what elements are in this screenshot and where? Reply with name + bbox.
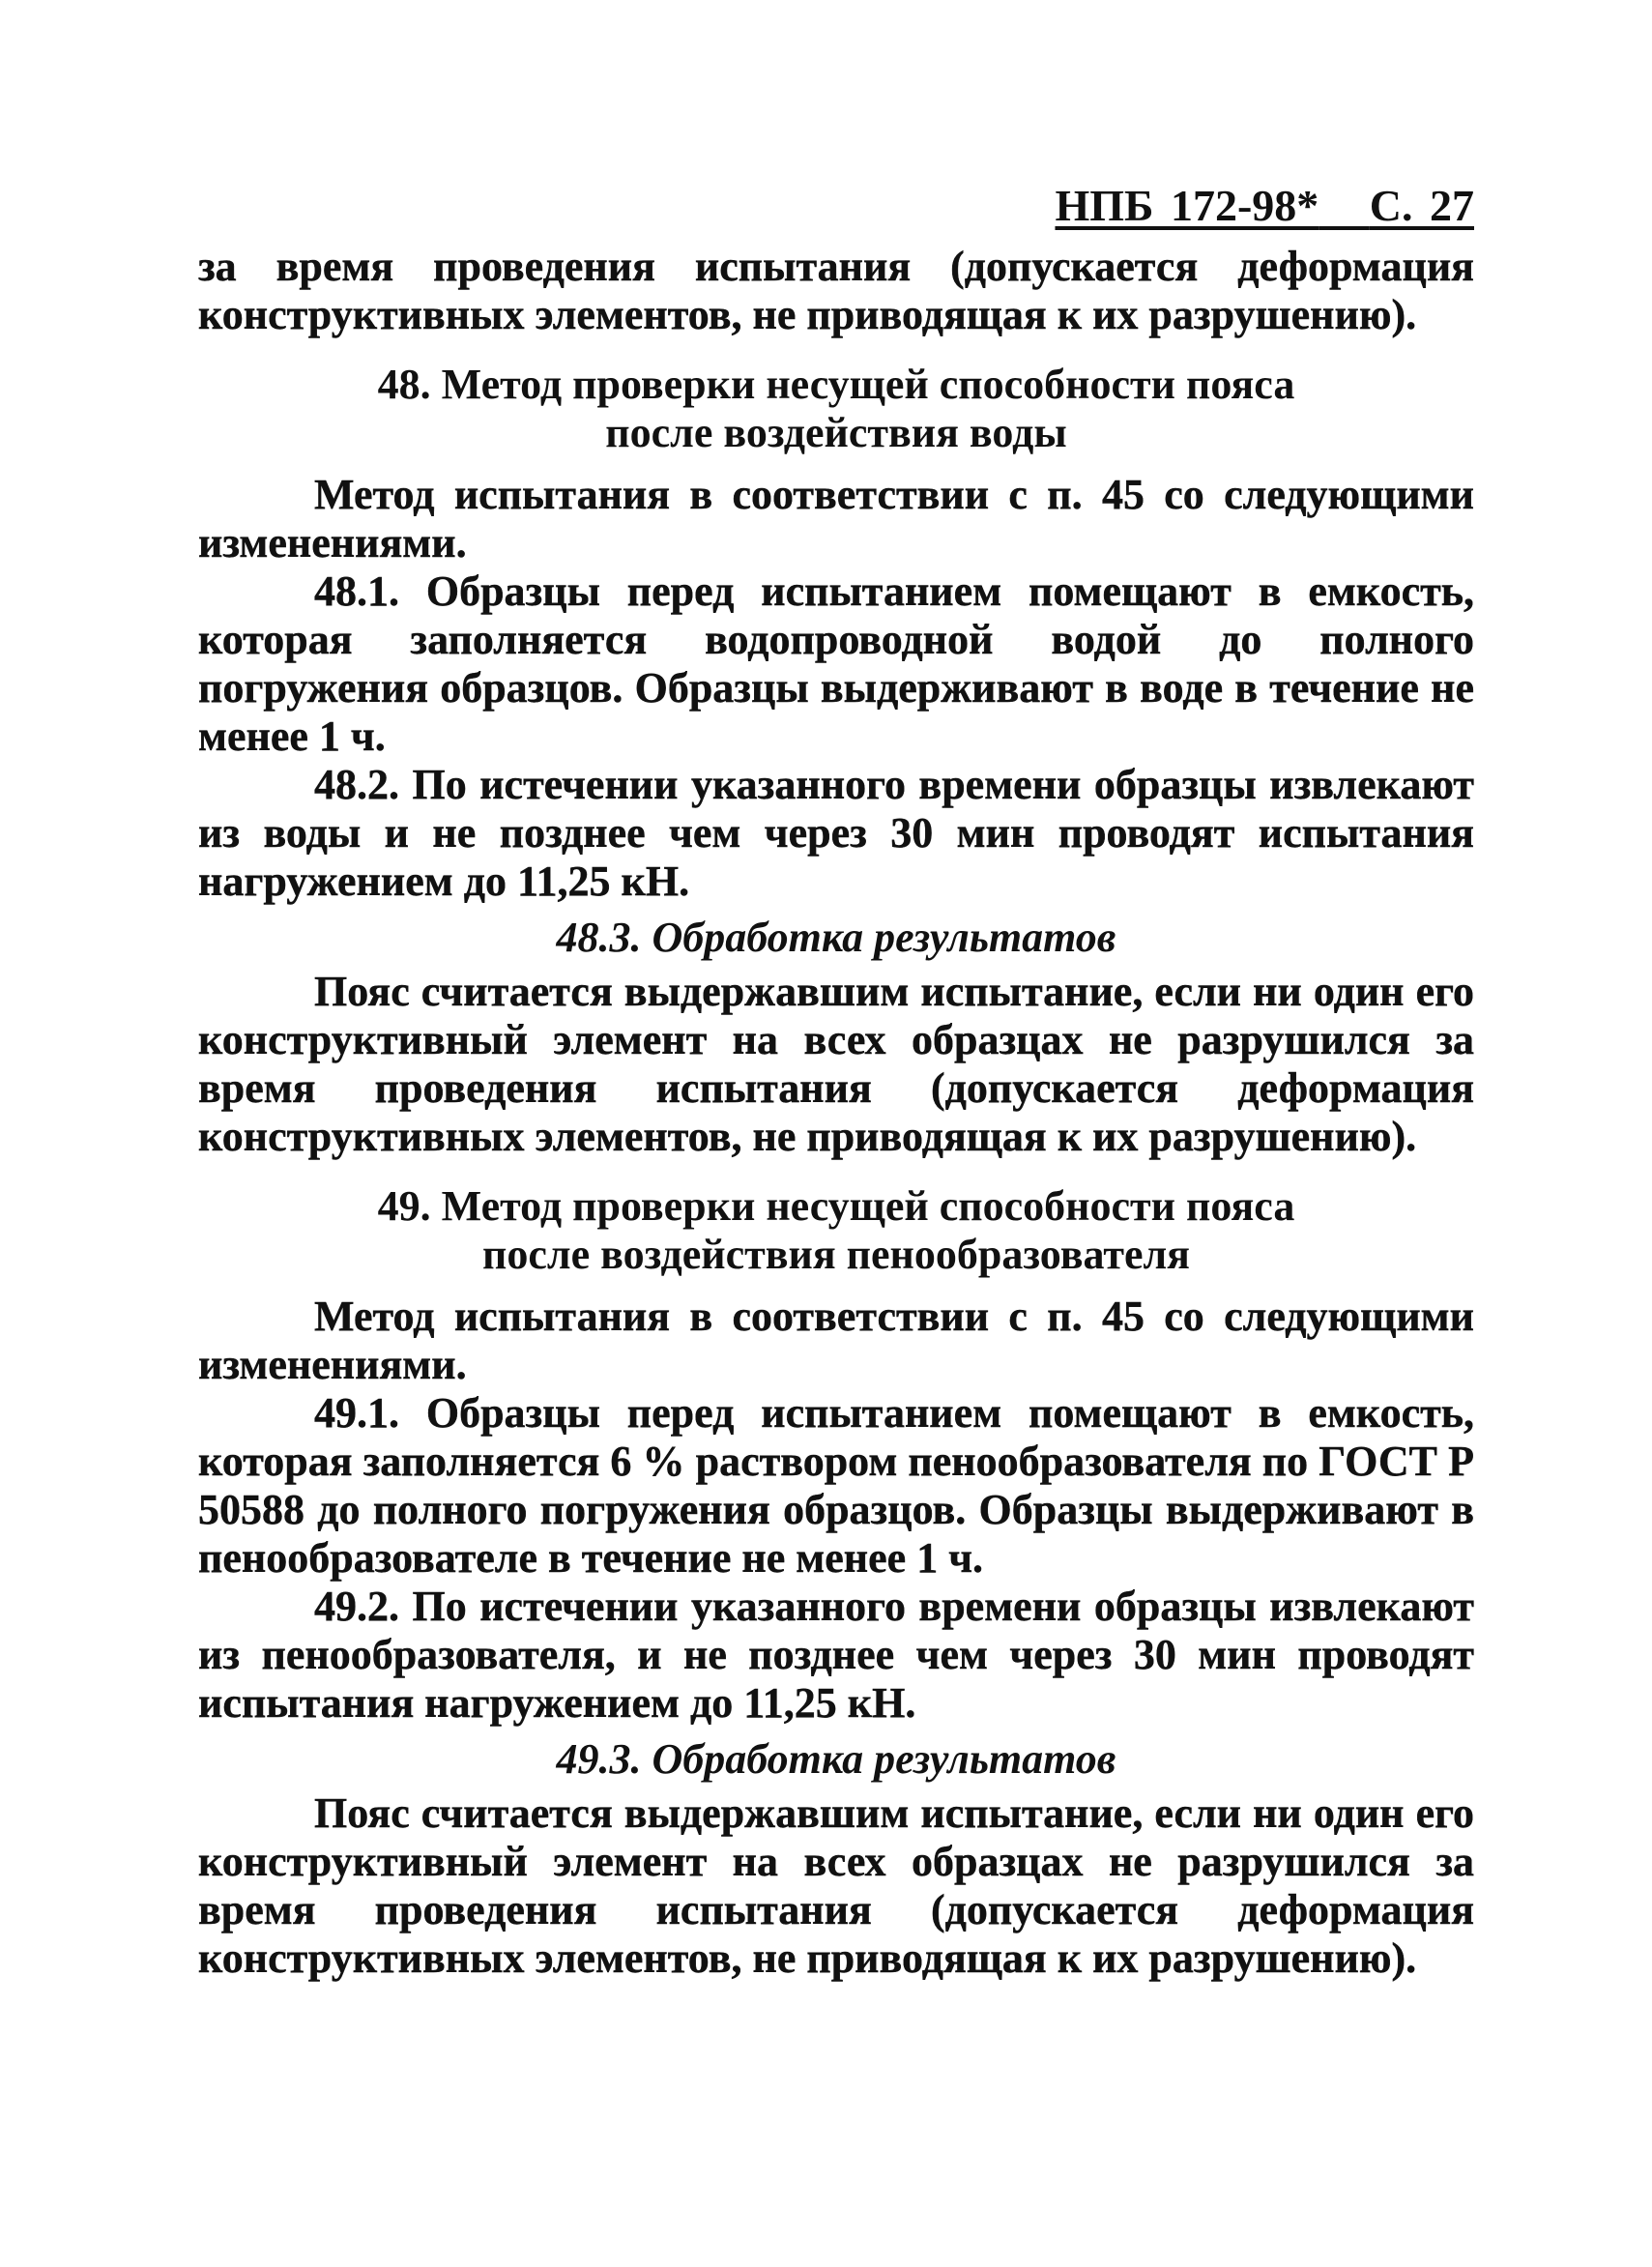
section-49 <box>198 1182 1474 1983</box>
page-number: С. 27 <box>1369 181 1474 230</box>
section-49-p2: 49.2. По истечении указанного времени образцы извлекают из пенообразователя, и не позднее чем через 30 мин проводят испытания нагружением до 11,25 кН. <box>198 1583 1474 1727</box>
section-48 <box>198 361 1474 1161</box>
page-header <box>198 179 1474 233</box>
section-48-result: Пояс считается выдержавшим испытание, если ни один его конструктивный элемент на всех образцах не разрушился за время проведения испытания (допускается деформация конструктивных элементов, не приводящая к их разрушению). <box>198 968 1474 1160</box>
section-49-p1: 49.1. Образцы перед испытанием помещают в емкость, которая заполняется 6 % раствором пенообразователя по ГОСТ Р 50588 до полного погружения образцов. Образцы выдерживают в пенообразователе в течение не менее 1 ч. <box>198 1389 1474 1582</box>
section-49-subtitle: 49.3. Обработка результатов <box>556 1735 1116 1783</box>
section-48-title <box>198 361 1474 457</box>
section-48-title-line2: после воздействия воды <box>605 409 1067 456</box>
section-48-title-line1: 48. Метод проверки несущей способности пояса <box>377 361 1295 408</box>
section-48-p2: 48.2. По истечении указанного времени образцы извлекают из воды и не позднее чем через 30 мин проводят испытания нагружением до 11,25 кН. <box>198 761 1474 905</box>
document-page <box>198 179 1474 1983</box>
section-49-title <box>198 1182 1474 1279</box>
section-48-p1: 48.1. Образцы перед испытанием помещают в емкость, которая заполняется водопроводной водой до полного погружения образцов. Образцы выдерживают в воде в течение не менее 1 ч. <box>198 567 1474 760</box>
section-48-method: Метод испытания в соответствии с п. 45 со следующими изменениями. <box>198 471 1474 567</box>
section-49-title-line1: 49. Метод проверки несущей способности пояса <box>377 1182 1295 1230</box>
document-code: НПБ 172-98* <box>1055 181 1319 230</box>
section-49-method: Метод испытания в соответствии с п. 45 со следующими изменениями. <box>198 1293 1474 1388</box>
section-49-result: Пояс считается выдержавшим испытание, если ни один его конструктивный элемент на всех образцах не разрушился за время проведения испытания (допускается деформация конструктивных элементов, не приводящая к их разрушению). <box>198 1789 1474 1982</box>
section-49-title-line2: после воздействия пенообразователя <box>482 1231 1190 1278</box>
intro-paragraph: за время проведения испытания (допускается деформация конструктивных элементов, не приводящая к их разрушению). <box>198 243 1474 338</box>
section-48-subtitle: 48.3. Обработка результатов <box>556 914 1116 961</box>
